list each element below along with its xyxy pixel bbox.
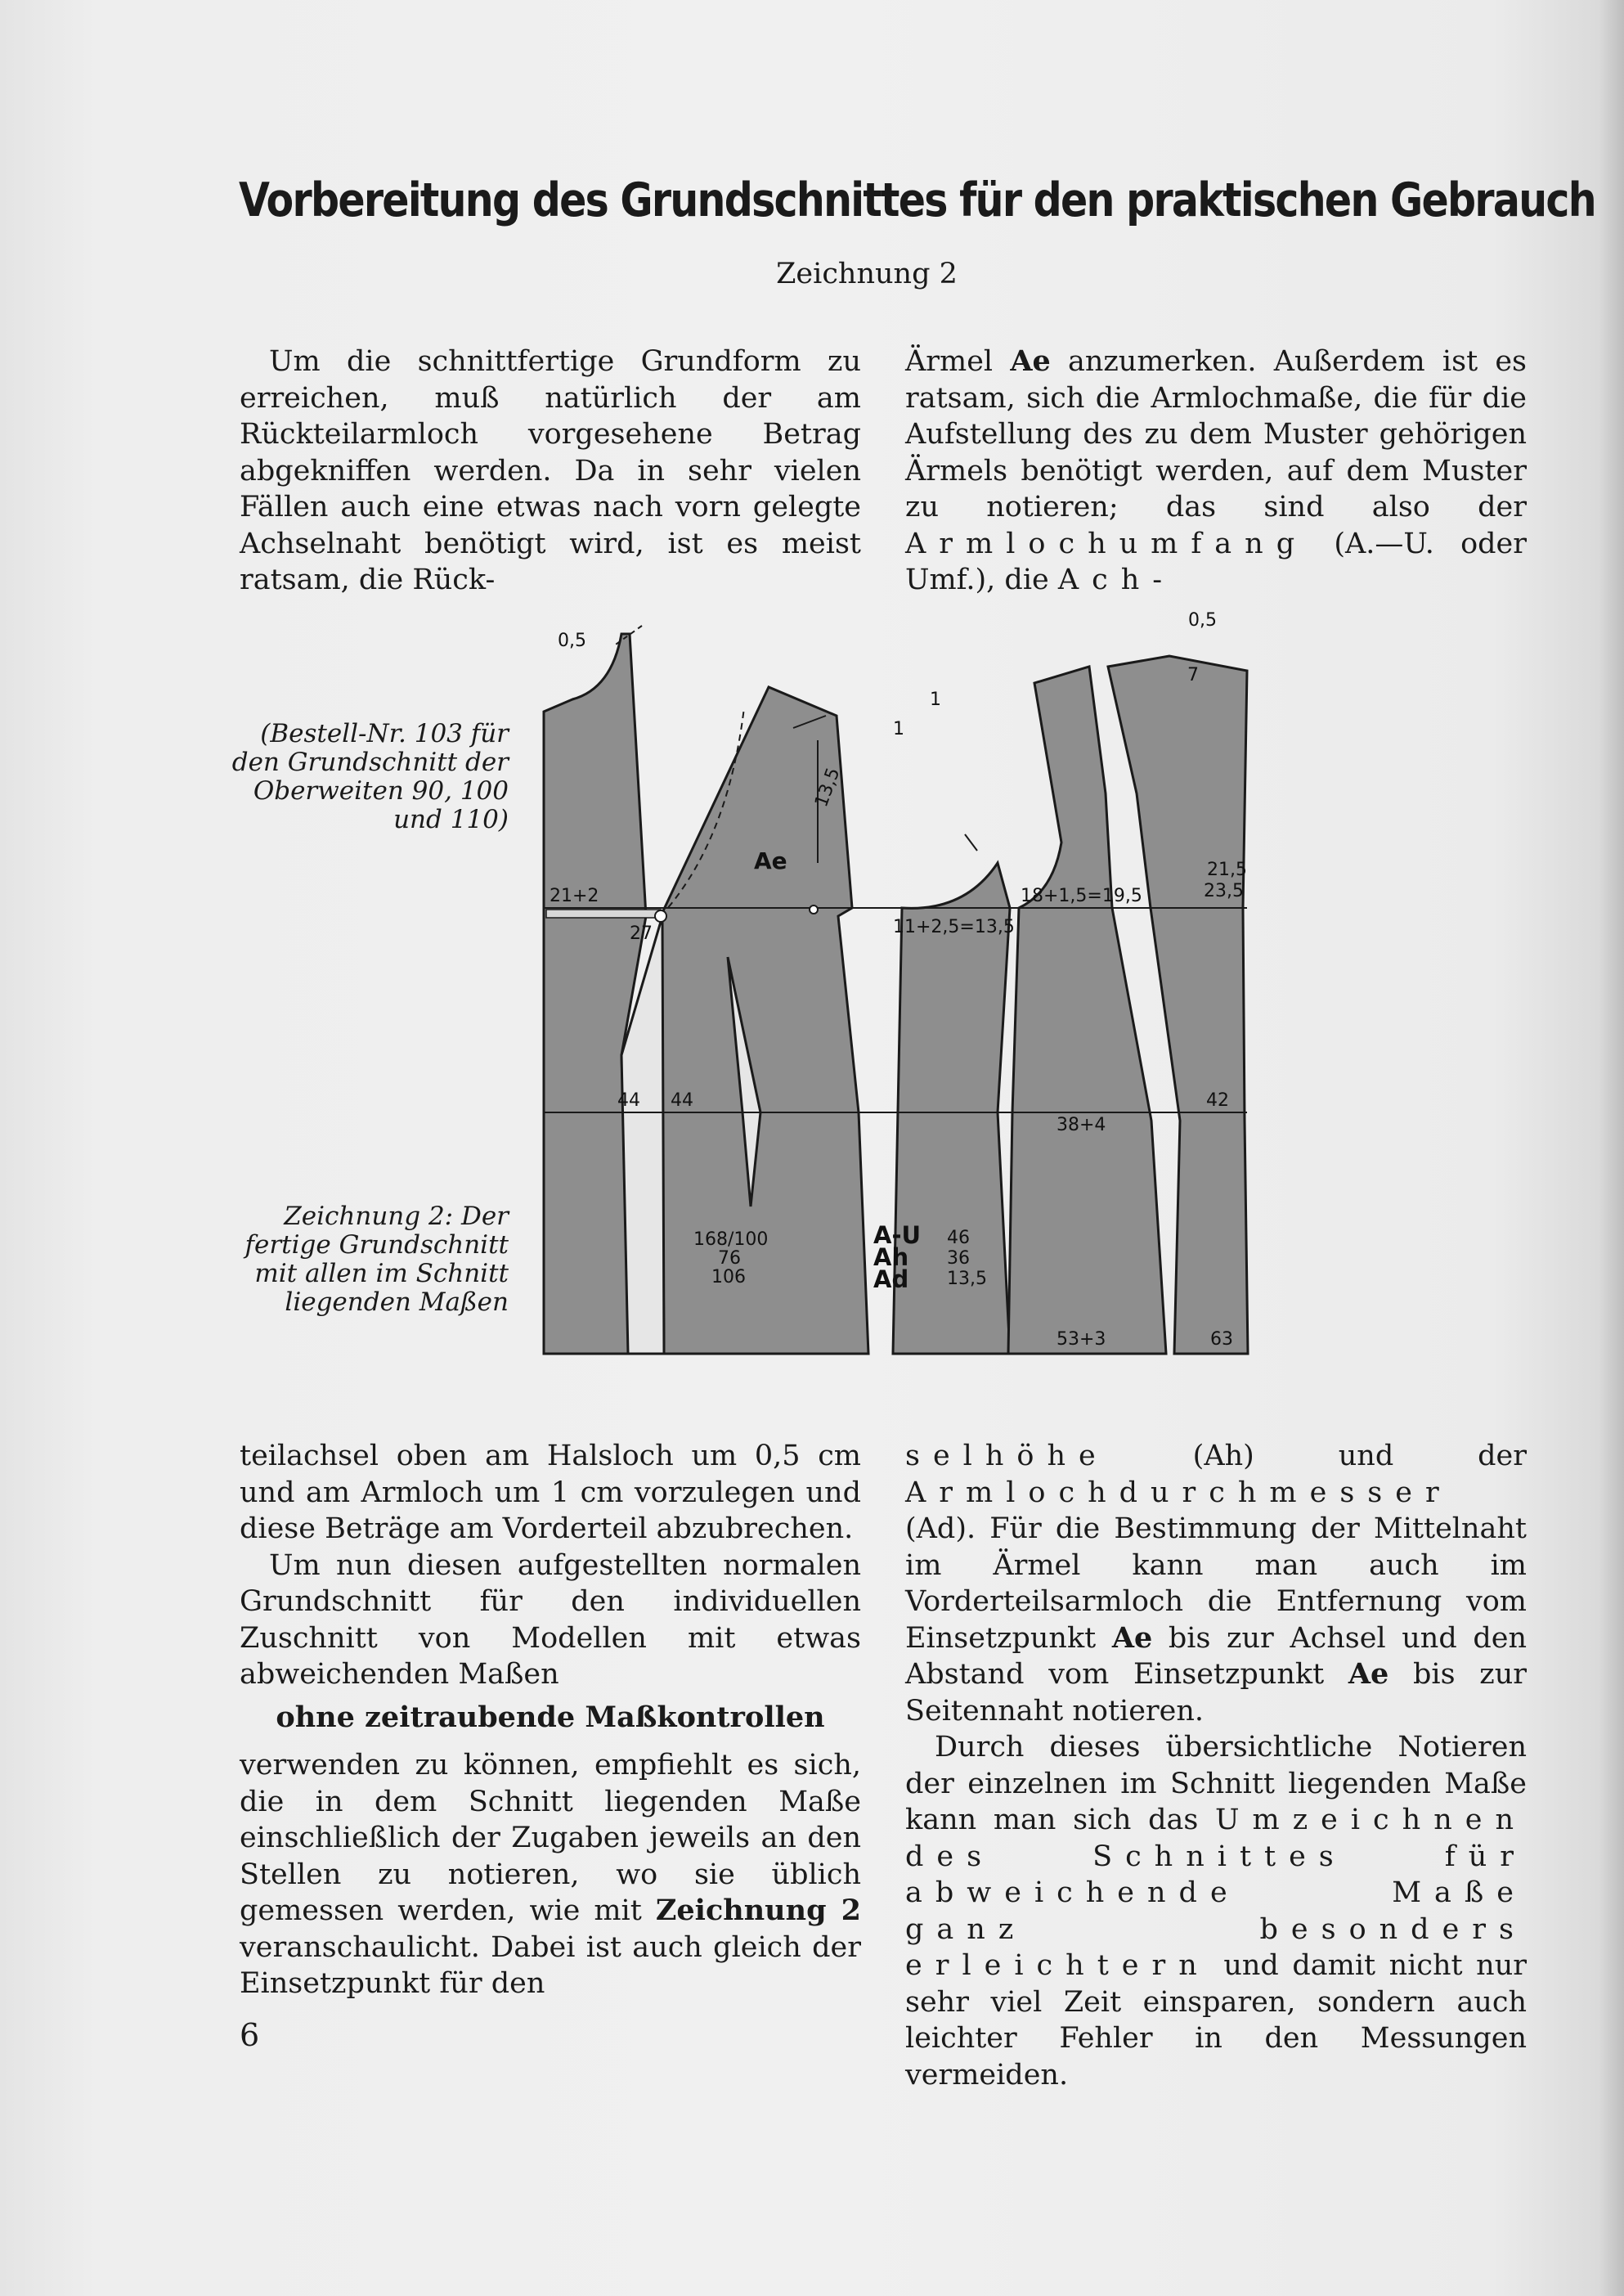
- label-size-1: 168/100: [693, 1229, 769, 1250]
- label-armhole-length: 13,5: [811, 765, 845, 811]
- page-title: Vorbereitung des Grundschnittes für den praktischen Gebrauch: [239, 173, 1595, 227]
- hatched-band: [546, 910, 661, 918]
- label-neck-front: 0,5: [1188, 610, 1217, 631]
- label-waist-44b: 44: [671, 1090, 693, 1111]
- label-ah: Ah: [873, 1243, 909, 1271]
- figure-caption: Zeichnung 2: Der fertige Grundschnitt mit allen im Schnitt liegenden Maßen: [244, 1202, 509, 1317]
- label-size-3: 106: [711, 1267, 746, 1287]
- label-shoulder-back: 1: [893, 719, 904, 739]
- text-column-bottom-right: [905, 1438, 1527, 2093]
- pattern-diagram: [540, 597, 1259, 1366]
- label-waist-42: 42: [1206, 1090, 1229, 1111]
- text-column-top-left: [240, 344, 861, 599]
- paragraph: Ärmel Ae anzumerken. Außerdem ist es ratsam, sich die Armlochmaße, die für die Aufstellung des zu dem Muster gehörigen Ärmels benötigt werden, auf dem Muster zu notieren; das sind also der Armlochumfang (A.—U. oder Umf.), die Ach-: [905, 344, 1528, 596]
- page-edge: [1599, 0, 1624, 2296]
- paragraph: Durch dieses übersichtliche Notieren der einzelnen im Schnitt liegenden Maße kann man sich das Umzeichnen des Schnittes für abweichende Maße ganz besonders erleichtern und damit nicht nur sehr viel Zeit einsparen, sondern auch leichter Fehler in den Messungen vermeiden.: [905, 1731, 1527, 2092]
- paragraph: teilachsel oben am Halsloch um 0,5 cm und am Armloch um 1 cm vorzulegen und diese Beträge am Vorderteil abzubrechen.: [240, 1440, 861, 1545]
- label-chest-back: 21+2: [550, 886, 599, 906]
- page-number: 6: [240, 2017, 260, 2053]
- subtitle: Zeichnung 2: [776, 258, 958, 290]
- value-ah: 36: [947, 1248, 970, 1269]
- inline-heading: ohne zeitraubende Maßkontrollen: [276, 1700, 825, 1734]
- label-chest-front: 18+1,5=19,5: [1021, 886, 1142, 906]
- label-shoulder-front: 1: [930, 690, 941, 710]
- label-ae: Ae: [754, 847, 787, 874]
- paragraph: verwenden zu können, empfiehlt es sich, die in dem Schnitt liegenden Maße einschließlich der Zugaben jeweils an den Stellen zu notieren, wo sie üblich gemessen werden, wie mit Zeichnung 2 veranschaulicht. Dabei ist auch gleich der Einsetzpunkt für den: [240, 1749, 861, 2000]
- label-waist-38: 38+4: [1056, 1115, 1106, 1135]
- value-ad: 13,5: [947, 1269, 987, 1289]
- value-au: 46: [947, 1228, 970, 1248]
- label-au: A-U: [873, 1221, 922, 1249]
- label-size-2: 76: [718, 1248, 741, 1269]
- label-side-back: 11+2,5=13,5: [893, 917, 1015, 937]
- label-dart-7: 7: [1187, 665, 1199, 685]
- label-hem-front: 53+3: [1056, 1329, 1106, 1350]
- label-right-top: 21,5: [1207, 860, 1247, 880]
- label-chest-27: 27: [630, 923, 653, 944]
- label-waist-44a: 44: [617, 1090, 640, 1111]
- label-neck-back: 0,5: [558, 631, 586, 651]
- label-ad: Ad: [873, 1265, 909, 1293]
- order-caption: (Bestell-Nr. 103 für den Grundschnitt der Oberweiten 90, 100 und 110): [231, 719, 509, 834]
- text-column-top-right: [905, 344, 1527, 599]
- paragraph: Um die schnittfertige Grundform zu erreichen, muß natürlich der am Rückteilarmloch vorgesehene Betrag abgekniffen werden. Da in sehr vielen Fällen auch eine etwas nach vorn gelegte Achselnaht benötigt wird, ist es meist ratsam, die Rück-: [240, 345, 861, 596]
- text-column-bottom-left: [240, 1438, 861, 2002]
- paragraph: Um nun diesen aufgestellten normalen Grundschnitt für den individuellen Zuschnitt von Modellen mit etwas abweichenden Maßen: [240, 1548, 861, 1691]
- label-right-top2: 23,5: [1204, 881, 1244, 901]
- paragraph: selhöhe (Ah) und der Armlochdurchmesser (Ad). Für die Bestimmung der Mittelnaht im Ärmel kann man auch im Vorderteilsarmloch die Entfernung vom Einsetzpunkt Ae bis zur Achsel und den Abstand vom Einsetzpunkt Ae bis zur Seitennaht notieren.: [905, 1440, 1528, 1728]
- label-hem-63: 63: [1210, 1329, 1233, 1350]
